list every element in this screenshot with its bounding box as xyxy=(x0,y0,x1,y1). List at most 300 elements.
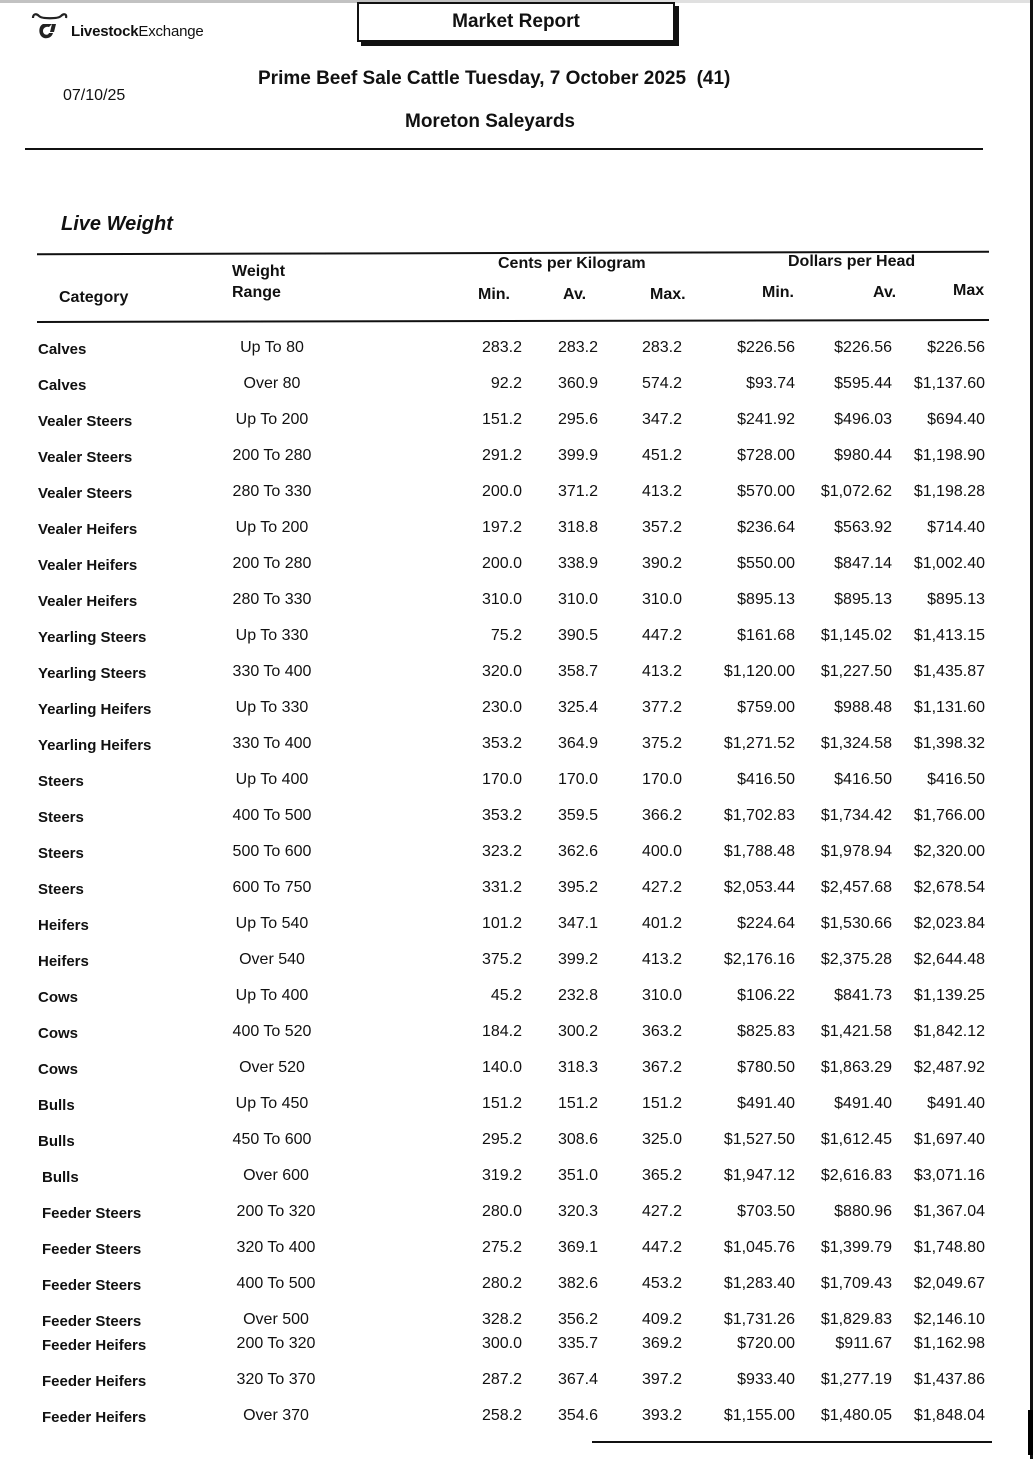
cell-category: Steers xyxy=(38,773,84,790)
venue-name: Moreton Saleyards xyxy=(405,111,575,132)
cell-ckg-max: 400.0 xyxy=(641,843,682,860)
cell-range: 200 To 280 xyxy=(232,555,312,572)
table-row xyxy=(0,843,1033,867)
cell-range: 280 To 330 xyxy=(232,591,312,608)
cell-ckg-av: 390.5 xyxy=(557,627,598,644)
cell-range: Up To 450 xyxy=(235,1095,309,1112)
cell-dph-max: $2,023.84 xyxy=(913,915,985,932)
cell-range: Over 600 xyxy=(243,1167,309,1184)
cell-range: 280 To 330 xyxy=(232,483,312,500)
cell-dph-min: $570.00 xyxy=(737,483,795,500)
cell-dph-min: $1,045.76 xyxy=(723,1239,795,1256)
table-row xyxy=(0,339,1033,363)
cell-category: Heifers xyxy=(38,953,89,970)
cell-range: Up To 200 xyxy=(235,411,309,428)
header-range: Range xyxy=(232,284,281,301)
cell-range: Up To 80 xyxy=(240,339,304,356)
cell-category: Bulls xyxy=(38,1097,75,1114)
logo-text xyxy=(71,23,204,40)
cell-ckg-max: 413.2 xyxy=(641,483,682,500)
cell-dph-min: $1,120.00 xyxy=(723,663,795,680)
cell-dph-min: $224.64 xyxy=(737,915,795,932)
cell-ckg-av: 232.8 xyxy=(557,987,598,1004)
cell-dph-max: $1,748.80 xyxy=(913,1239,985,1256)
cell-ckg-av: 371.2 xyxy=(557,483,598,500)
cell-category: Feeder Steers xyxy=(42,1241,142,1258)
cell-range: Up To 540 xyxy=(235,915,309,932)
cell-ckg-av: 283.2 xyxy=(557,339,598,356)
cell-ckg-min: 200.0 xyxy=(481,483,522,500)
cell-ckg-min: 319.2 xyxy=(481,1167,522,1184)
header-category: Category xyxy=(59,289,129,306)
cell-dph-min: $550.00 xyxy=(737,555,795,572)
cell-ckg-av: 338.9 xyxy=(557,555,598,572)
cell-ckg-min: 280.0 xyxy=(481,1203,522,1220)
header-dph-min: Min. xyxy=(762,284,794,301)
cell-dph-min: $2,176.16 xyxy=(723,951,795,968)
cell-range: 320 To 370 xyxy=(236,1371,316,1388)
cell-ckg-max: 409.2 xyxy=(641,1311,682,1328)
cell-range: 330 To 400 xyxy=(232,735,312,752)
cell-dph-max: $491.40 xyxy=(927,1095,985,1112)
cell-ckg-min: 310.0 xyxy=(481,591,522,608)
cell-dph-av: $841.73 xyxy=(834,987,892,1004)
cell-dph-av: $1,709.43 xyxy=(820,1275,892,1292)
table-row xyxy=(0,1371,1033,1395)
cell-dph-av: $988.48 xyxy=(834,699,892,716)
cell-dph-max: $1,137.60 xyxy=(913,375,985,392)
cell-ckg-av: 362.6 xyxy=(557,843,598,860)
cell-dph-av: $1,734.42 xyxy=(820,807,892,824)
cell-range: Over 370 xyxy=(243,1407,309,1424)
cell-ckg-min: 280.2 xyxy=(481,1275,522,1292)
cell-ckg-max: 401.2 xyxy=(641,915,682,932)
cell-dph-min: $895.13 xyxy=(737,591,795,608)
cell-category: Yearling Heifers xyxy=(38,737,152,754)
cell-ckg-av: 320.3 xyxy=(557,1203,598,1220)
table-row xyxy=(0,1095,1033,1119)
cell-dph-min: $703.50 xyxy=(737,1203,795,1220)
table-row xyxy=(0,1335,1033,1359)
cell-ckg-av: 358.7 xyxy=(557,663,598,680)
cell-dph-av: $226.56 xyxy=(834,339,892,356)
report-date: 07/10/25 xyxy=(63,87,126,104)
cell-range: 600 To 750 xyxy=(232,879,312,896)
cell-category: Feeder Heifers xyxy=(42,1409,147,1426)
table-row xyxy=(0,591,1033,615)
cell-category: Feeder Heifers xyxy=(42,1373,147,1390)
cell-dph-min: $1,271.52 xyxy=(723,735,795,752)
cell-ckg-av: 367.4 xyxy=(557,1371,598,1388)
cell-category: Feeder Steers xyxy=(42,1205,142,1222)
cell-dph-min: $1,788.48 xyxy=(723,843,795,860)
header-dph-av: Av. xyxy=(873,284,897,301)
cell-dph-min: $933.40 xyxy=(737,1371,795,1388)
table-row xyxy=(0,555,1033,579)
table-row xyxy=(0,1239,1033,1263)
table-row xyxy=(0,735,1033,759)
cell-dph-av: $1,145.02 xyxy=(820,627,892,644)
cell-ckg-max: 369.2 xyxy=(641,1335,682,1352)
cell-dph-min: $93.74 xyxy=(746,375,795,392)
cell-dph-min: $720.00 xyxy=(737,1335,795,1352)
cell-ckg-max: 170.0 xyxy=(641,771,682,788)
cell-ckg-max: 357.2 xyxy=(641,519,682,536)
cell-category: Calves xyxy=(38,341,87,358)
cell-range: 200 To 280 xyxy=(232,447,312,464)
cell-dph-min: $1,947.12 xyxy=(723,1167,795,1184)
cell-dph-max: $1,848.04 xyxy=(913,1407,985,1424)
cell-ckg-max: 377.2 xyxy=(641,699,682,716)
cell-dph-av: $1,399.79 xyxy=(820,1239,892,1256)
cell-ckg-av: 399.9 xyxy=(557,447,598,464)
cell-dph-av: $1,421.58 xyxy=(820,1023,892,1040)
cell-dph-max: $416.50 xyxy=(927,771,985,788)
cell-dph-max: $2,644.48 xyxy=(913,951,985,968)
cell-ckg-max: 413.2 xyxy=(641,951,682,968)
cell-ckg-min: 184.2 xyxy=(481,1023,522,1040)
cell-dph-av: $1,072.62 xyxy=(820,483,892,500)
cell-category: Bulls xyxy=(38,1133,75,1150)
cell-ckg-min: 295.2 xyxy=(481,1131,522,1148)
cell-ckg-av: 335.7 xyxy=(557,1335,598,1352)
report-title: Market Report xyxy=(452,11,580,32)
table-row xyxy=(0,1059,1033,1083)
table-row xyxy=(0,519,1033,543)
cell-dph-av: $496.03 xyxy=(834,411,892,428)
cell-dph-max: $2,146.10 xyxy=(913,1311,985,1328)
cell-dph-max: $2,049.67 xyxy=(913,1275,985,1292)
cell-ckg-max: 397.2 xyxy=(641,1371,682,1388)
cell-category: Feeder Steers xyxy=(42,1277,142,1294)
cell-ckg-max: 574.2 xyxy=(641,375,682,392)
table-row xyxy=(0,699,1033,723)
cell-range: Up To 330 xyxy=(235,627,309,644)
cell-dph-min: $759.00 xyxy=(737,699,795,716)
cell-ckg-max: 151.2 xyxy=(641,1095,682,1112)
cell-ckg-av: 395.2 xyxy=(557,879,598,896)
cell-ckg-max: 447.2 xyxy=(641,627,682,644)
cell-ckg-av: 310.0 xyxy=(557,591,598,608)
cell-ckg-max: 367.2 xyxy=(641,1059,682,1076)
cell-dph-min: $241.92 xyxy=(737,411,795,428)
cell-dph-max: $2,487.92 xyxy=(913,1059,985,1076)
cell-ckg-av: 354.6 xyxy=(557,1407,598,1424)
cell-dph-min: $1,283.40 xyxy=(723,1275,795,1292)
cell-ckg-min: 230.0 xyxy=(481,699,522,716)
header-ckg-av: Av. xyxy=(563,286,587,303)
cell-ckg-min: 140.0 xyxy=(481,1059,522,1076)
cell-ckg-min: 287.2 xyxy=(481,1371,522,1388)
cell-category: Bulls xyxy=(42,1169,79,1186)
section-title: Live Weight xyxy=(61,213,173,235)
cell-dph-max: $2,678.54 xyxy=(913,879,985,896)
cell-ckg-av: 318.8 xyxy=(557,519,598,536)
cell-ckg-min: 291.2 xyxy=(481,447,522,464)
cell-dph-min: $226.56 xyxy=(737,339,795,356)
cell-ckg-av: 351.0 xyxy=(557,1167,598,1184)
cell-ckg-min: 331.2 xyxy=(481,879,522,896)
table-row xyxy=(0,915,1033,939)
cell-range: Over 80 xyxy=(243,375,301,392)
cell-dph-max: $1,398.32 xyxy=(913,735,985,752)
cell-dph-av: $980.44 xyxy=(834,447,892,464)
table-row xyxy=(0,411,1033,435)
cell-ckg-max: 413.2 xyxy=(641,663,682,680)
cell-category: Yearling Steers xyxy=(38,665,147,682)
cell-ckg-av: 399.2 xyxy=(557,951,598,968)
cell-dph-av: $2,457.68 xyxy=(820,879,892,896)
cell-range: Over 500 xyxy=(243,1311,309,1328)
cell-category: Heifers xyxy=(38,917,89,934)
cell-ckg-av: 356.2 xyxy=(557,1311,598,1328)
cell-ckg-min: 353.2 xyxy=(481,735,522,752)
bull-horns-icon xyxy=(30,12,70,42)
cell-category: Vealer Steers xyxy=(38,413,133,430)
cell-dph-av: $595.44 xyxy=(834,375,892,392)
table-row xyxy=(0,1167,1033,1191)
cell-dph-av: $416.50 xyxy=(834,771,892,788)
table-row xyxy=(0,1131,1033,1155)
cell-ckg-av: 300.2 xyxy=(557,1023,598,1040)
table-row xyxy=(0,627,1033,651)
cell-dph-av: $563.92 xyxy=(834,519,892,536)
cell-ckg-max: 427.2 xyxy=(641,1203,682,1220)
header-dph-max: Max xyxy=(953,282,985,299)
cell-ckg-min: 92.2 xyxy=(490,375,522,392)
cell-range: Up To 200 xyxy=(235,519,309,536)
cell-dph-av: $880.96 xyxy=(834,1203,892,1220)
cell-dph-av: $1,612.45 xyxy=(820,1131,892,1148)
cell-dph-min: $2,053.44 xyxy=(723,879,795,896)
cell-category: Vealer Heifers xyxy=(38,521,138,538)
cell-ckg-min: 328.2 xyxy=(481,1311,522,1328)
cell-dph-min: $236.64 xyxy=(737,519,795,536)
cell-dph-max: $1,367.04 xyxy=(913,1203,985,1220)
cell-ckg-min: 101.2 xyxy=(481,915,522,932)
cell-ckg-max: 447.2 xyxy=(641,1239,682,1256)
cell-category: Vealer Steers xyxy=(38,485,133,502)
report-title-box xyxy=(357,2,675,42)
cell-ckg-av: 295.6 xyxy=(557,411,598,428)
livestock-exchange-logo xyxy=(30,12,204,42)
cell-range: 400 To 500 xyxy=(236,1275,316,1292)
cell-ckg-max: 365.2 xyxy=(641,1167,682,1184)
table-row xyxy=(0,375,1033,399)
cell-dph-av: $1,324.58 xyxy=(820,735,892,752)
logo-text-bold: Livestock xyxy=(71,23,139,40)
cell-dph-min: $161.68 xyxy=(737,627,795,644)
header-dollars-per-head: Dollars per Head xyxy=(788,253,916,270)
cell-dph-min: $491.40 xyxy=(737,1095,795,1112)
cell-range: 330 To 400 xyxy=(232,663,312,680)
header-cents-per-kg: Cents per Kilogram xyxy=(498,255,646,272)
cell-ckg-min: 258.2 xyxy=(481,1407,522,1424)
cell-category: Yearling Heifers xyxy=(38,701,152,718)
cell-dph-min: $106.22 xyxy=(737,987,795,1004)
cell-category: Cows xyxy=(38,989,79,1006)
cell-range: 200 To 320 xyxy=(236,1335,316,1352)
cell-category: Steers xyxy=(38,845,84,862)
cell-ckg-min: 170.0 xyxy=(481,771,522,788)
cell-dph-min: $1,702.83 xyxy=(723,807,795,824)
cell-category: Feeder Steers xyxy=(42,1313,142,1330)
table-row xyxy=(0,663,1033,687)
cell-ckg-min: 353.2 xyxy=(481,807,522,824)
cell-ckg-av: 318.3 xyxy=(557,1059,598,1076)
header-weight: Weight xyxy=(232,263,286,280)
cell-ckg-av: 170.0 xyxy=(557,771,598,788)
table-row xyxy=(0,1275,1033,1299)
cell-ckg-av: 151.2 xyxy=(557,1095,598,1112)
cell-ckg-min: 323.2 xyxy=(481,843,522,860)
cell-dph-max: $1,139.25 xyxy=(913,987,985,1004)
cell-dph-av: $895.13 xyxy=(834,591,892,608)
cell-dph-min: $1,155.00 xyxy=(723,1407,795,1424)
cell-category: Vealer Heifers xyxy=(38,557,138,574)
cell-category: Feeder Heifers xyxy=(42,1337,147,1354)
cell-ckg-max: 393.2 xyxy=(641,1407,682,1424)
header-divider xyxy=(25,148,983,150)
cell-range: Over 540 xyxy=(239,951,305,968)
table-header-bottom-rule xyxy=(37,319,989,323)
table-row xyxy=(0,771,1033,795)
cell-range: Over 520 xyxy=(239,1059,305,1076)
cell-dph-av: $847.14 xyxy=(834,555,892,572)
cell-ckg-min: 375.2 xyxy=(481,951,522,968)
cell-ckg-max: 283.2 xyxy=(641,339,682,356)
cell-range: Up To 330 xyxy=(235,699,309,716)
cell-dph-av: $2,616.83 xyxy=(820,1167,892,1184)
cell-ckg-min: 151.2 xyxy=(481,411,522,428)
cell-ckg-max: 427.2 xyxy=(641,879,682,896)
cell-category: Steers xyxy=(38,809,84,826)
cell-dph-min: $728.00 xyxy=(737,447,795,464)
cell-dph-max: $1,162.98 xyxy=(913,1335,985,1352)
cell-dph-max: $1,131.60 xyxy=(913,699,985,716)
header-ckg-max: Max. xyxy=(650,286,686,303)
cell-category: Cows xyxy=(38,1061,79,1078)
cell-ckg-min: 45.2 xyxy=(490,987,522,1004)
cell-ckg-av: 364.9 xyxy=(557,735,598,752)
cell-range: Up To 400 xyxy=(235,987,309,1004)
cell-ckg-max: 453.2 xyxy=(641,1275,682,1292)
cell-dph-min: $825.83 xyxy=(737,1023,795,1040)
cell-dph-av: $1,978.94 xyxy=(820,843,892,860)
cell-ckg-max: 451.2 xyxy=(641,447,682,464)
cell-ckg-max: 375.2 xyxy=(641,735,682,752)
cell-category: Yearling Steers xyxy=(38,629,147,646)
cell-dph-max: $1,002.40 xyxy=(913,555,985,572)
table-row xyxy=(0,879,1033,903)
cell-category: Steers xyxy=(38,881,84,898)
cell-category: Vealer Steers xyxy=(38,449,133,466)
cell-dph-max: $1,842.12 xyxy=(913,1023,985,1040)
cell-category: Cows xyxy=(38,1025,79,1042)
cell-range: 200 To 320 xyxy=(236,1203,316,1220)
cell-ckg-av: 382.6 xyxy=(557,1275,598,1292)
cell-ckg-min: 151.2 xyxy=(481,1095,522,1112)
cell-dph-max: $1,697.40 xyxy=(913,1131,985,1148)
logo-text-light: Exchange xyxy=(138,23,204,40)
cell-dph-av: $911.67 xyxy=(835,1335,892,1352)
cell-dph-av: $1,863.29 xyxy=(820,1059,892,1076)
table-row xyxy=(0,807,1033,831)
table-row xyxy=(0,1407,1033,1431)
cell-range: 500 To 600 xyxy=(232,843,312,860)
cell-range: 400 To 520 xyxy=(232,1023,312,1040)
cell-dph-max: $2,320.00 xyxy=(913,843,985,860)
header-ckg-min: Min. xyxy=(478,286,510,303)
cell-ckg-min: 75.2 xyxy=(490,627,522,644)
cell-dph-max: $1,766.00 xyxy=(913,807,985,824)
cell-ckg-min: 320.0 xyxy=(481,663,522,680)
cell-dph-max: $1,437.86 xyxy=(913,1371,985,1388)
cell-dph-av: $1,227.50 xyxy=(820,663,892,680)
cell-dph-min: $416.50 xyxy=(737,771,795,788)
cell-dph-av: $1,480.05 xyxy=(820,1407,892,1424)
cell-dph-max: $895.13 xyxy=(927,591,985,608)
cell-ckg-av: 347.1 xyxy=(557,915,598,932)
cell-ckg-max: 390.2 xyxy=(641,555,682,572)
cell-dph-min: $1,527.50 xyxy=(723,1131,795,1148)
table-row xyxy=(0,1023,1033,1047)
table-row xyxy=(0,951,1033,975)
cell-dph-av: $1,829.83 xyxy=(820,1311,892,1328)
cell-dph-max: $226.56 xyxy=(927,339,985,356)
cell-range: Up To 400 xyxy=(235,771,309,788)
cell-dph-max: $1,198.28 xyxy=(913,483,985,500)
cell-ckg-min: 197.2 xyxy=(481,519,522,536)
table-row xyxy=(0,987,1033,1011)
cell-ckg-av: 369.1 xyxy=(557,1239,598,1256)
cell-range: 400 To 500 xyxy=(232,807,312,824)
cell-ckg-max: 347.2 xyxy=(641,411,682,428)
cell-ckg-min: 283.2 xyxy=(481,339,522,356)
cell-ckg-min: 200.0 xyxy=(481,555,522,572)
cell-dph-max: $3,071.16 xyxy=(913,1167,985,1184)
cell-dph-min: $1,731.26 xyxy=(723,1311,795,1328)
cell-ckg-av: 359.5 xyxy=(557,807,598,824)
cell-dph-max: $1,435.87 xyxy=(913,663,985,680)
cell-ckg-av: 308.6 xyxy=(557,1131,598,1148)
table-row xyxy=(0,1203,1033,1227)
cell-ckg-max: 363.2 xyxy=(641,1023,682,1040)
table-row xyxy=(0,447,1033,471)
cell-dph-max: $1,198.90 xyxy=(913,447,985,464)
cell-ckg-av: 360.9 xyxy=(557,375,598,392)
cell-dph-av: $1,277.19 xyxy=(820,1371,892,1388)
cell-dph-max: $714.40 xyxy=(927,519,985,536)
cell-range: 320 To 400 xyxy=(236,1239,316,1256)
cell-ckg-av: 325.4 xyxy=(557,699,598,716)
cell-dph-max: $1,413.15 xyxy=(913,627,985,644)
cell-ckg-max: 325.0 xyxy=(641,1131,682,1148)
table-row xyxy=(0,1311,1033,1335)
cell-ckg-min: 300.0 xyxy=(481,1335,522,1352)
sale-title: Prime Beef Sale Cattle Tuesday, 7 October 2025 (41) xyxy=(258,68,731,89)
cell-range: 450 To 600 xyxy=(232,1131,312,1148)
cell-ckg-min: 275.2 xyxy=(481,1239,522,1256)
cell-ckg-max: 310.0 xyxy=(641,591,682,608)
cell-ckg-max: 366.2 xyxy=(641,807,682,824)
cell-dph-av: $1,530.66 xyxy=(820,915,892,932)
cell-category: Vealer Heifers xyxy=(38,593,138,610)
cell-dph-av: $2,375.28 xyxy=(820,951,892,968)
cell-category: Calves xyxy=(38,377,87,394)
cell-ckg-max: 310.0 xyxy=(641,987,682,1004)
table-row xyxy=(0,483,1033,507)
